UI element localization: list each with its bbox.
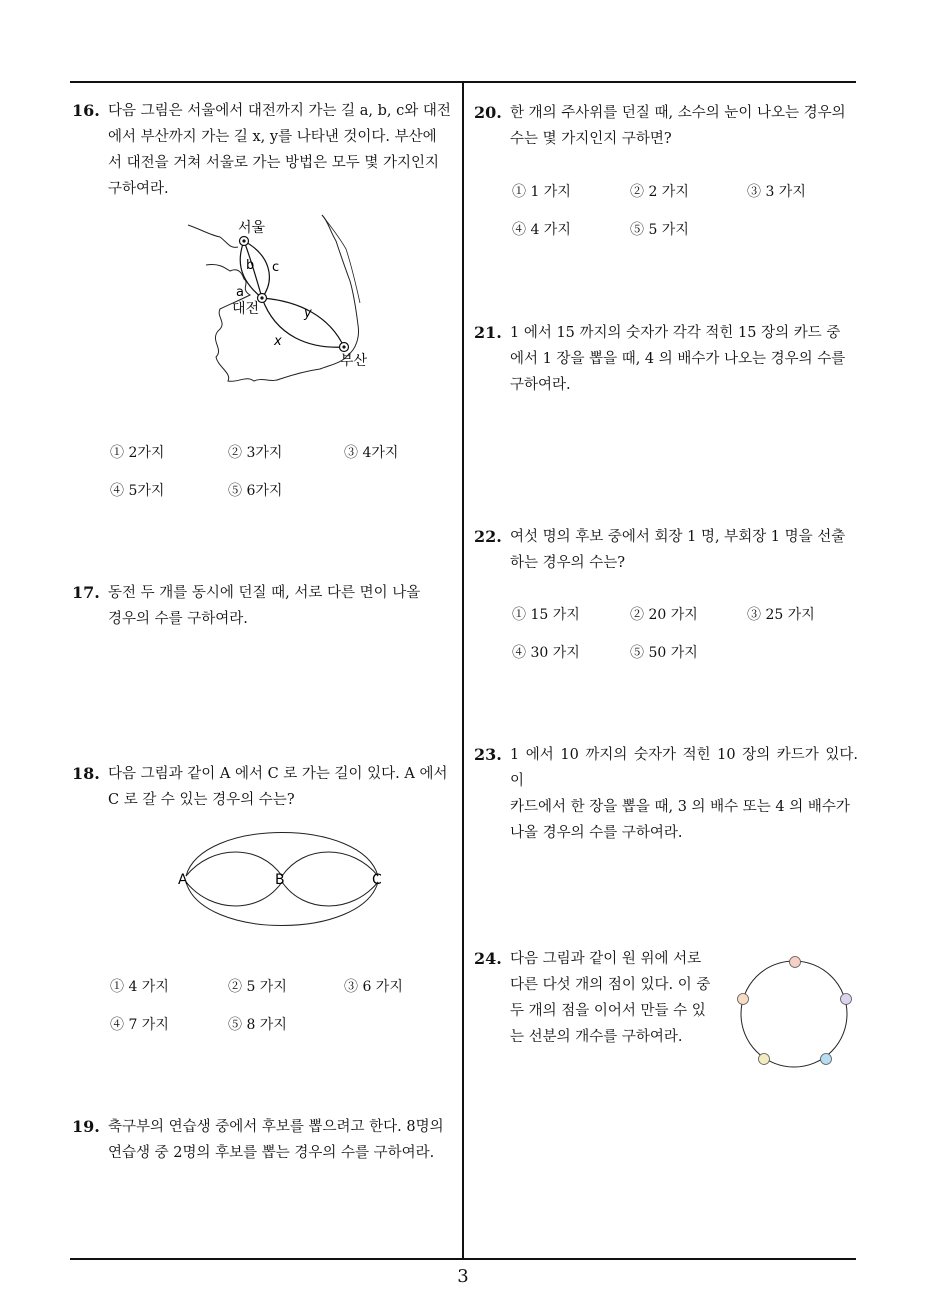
question-text-line: 나올 경우의 수를 구하여라.: [510, 825, 683, 841]
option-3[interactable]: ③ 6 가지: [344, 979, 403, 995]
label-B: B: [275, 872, 285, 888]
option-5[interactable]: ⑤ 8 가지: [228, 1017, 287, 1033]
question-18: [72, 761, 458, 813]
question-number: 17.: [72, 583, 100, 602]
question-number: 24.: [474, 949, 502, 968]
question-text-line: 카드에서 한 장을 뽑을 때, 3 의 배수 또는 4 의 배수가: [510, 799, 850, 815]
option-4[interactable]: ④ 4 가지: [512, 222, 571, 238]
question-number: 18.: [72, 764, 100, 783]
label-road-y: y: [304, 306, 312, 321]
question-text-line: 구하여라.: [510, 377, 571, 393]
question-16: [72, 98, 458, 202]
question-24: [474, 946, 724, 1050]
question-text-line: 수는 몇 가지인지 구하면?: [510, 131, 672, 147]
circle-point: [759, 1054, 770, 1065]
circle-figure: [732, 952, 856, 1076]
question-text-line: 두 개의 점을 이어서 만들 수 있: [510, 1003, 706, 1019]
option-1[interactable]: ① 1 가지: [512, 184, 571, 200]
question-number: 19.: [72, 1117, 100, 1136]
question-21: [474, 320, 858, 398]
question-text-line: 1 에서 10 까지의 숫자가 적힌 10 장의 카드가 있다. 이: [510, 747, 858, 789]
question-text-line: 구하여라.: [108, 181, 169, 197]
option-2[interactable]: ② 20 가지: [630, 607, 698, 623]
option-4[interactable]: ④ 7 가지: [110, 1017, 169, 1033]
question-text-line: 하는 경우의 수는?: [510, 555, 626, 571]
option-2[interactable]: ② 3가지: [228, 445, 283, 461]
option-5[interactable]: ⑤ 50 가지: [630, 645, 698, 661]
page-number: 3: [457, 1266, 469, 1287]
question-text-line: 한 개의 주사위를 던질 때, 소수의 눈이 나오는 경우의: [510, 105, 846, 121]
label-road-c: c: [272, 260, 280, 275]
question-number: 22.: [474, 527, 502, 546]
option-1[interactable]: ① 2가지: [110, 445, 165, 461]
question-text-line: 에서 1 장을 뽑을 때, 4 의 배수가 나오는 경우의 수를: [510, 351, 846, 367]
circle-point: [841, 994, 852, 1005]
question-text-line: 다른 다섯 개의 점이 있다. 이 중: [510, 977, 711, 993]
option-3[interactable]: ③ 25 가지: [747, 607, 815, 623]
question-22: [474, 524, 858, 576]
question-text-line: 1 에서 15 까지의 숫자가 각각 적힌 15 장의 카드 중: [510, 325, 841, 341]
option-3[interactable]: ③ 4가지: [344, 445, 399, 461]
label-road-b: b: [246, 258, 255, 273]
question-text-line: 서 대전을 거쳐 서울로 가는 방법은 모두 몇 가지인지: [108, 155, 440, 171]
option-4[interactable]: ④ 30 가지: [512, 645, 580, 661]
question-text-line: 여섯 명의 후보 중에서 회장 1 명, 부회장 1 명을 선출: [510, 529, 846, 545]
circle-point: [738, 994, 749, 1005]
question-19: [72, 1114, 458, 1166]
label-road-x: x: [274, 334, 282, 349]
question-17: [72, 580, 458, 632]
option-2[interactable]: ② 5 가지: [228, 979, 287, 995]
label-daejeon: 대전: [232, 301, 260, 317]
label-A: A: [178, 872, 188, 888]
map-figure: [180, 205, 380, 405]
option-3[interactable]: ③ 3 가지: [747, 184, 806, 200]
label-C: C: [372, 872, 382, 888]
label-road-a: a: [236, 285, 244, 300]
question-text-line: C 로 갈 수 있는 경우의 수는?: [108, 792, 295, 808]
question-text-line: 경우의 수를 구하여라.: [108, 611, 248, 627]
option-1[interactable]: ① 4 가지: [110, 979, 169, 995]
option-4[interactable]: ④ 5가지: [110, 483, 165, 499]
question-number: 16.: [72, 101, 100, 120]
question-text-line: 는 선분의 개수를 구하여라.: [510, 1029, 683, 1045]
bottom-rule: [70, 1258, 856, 1260]
question-text-line: 연습생 중 2명의 후보를 뽑는 경우의 수를 구하여라.: [108, 1145, 435, 1161]
question-23: [474, 742, 858, 846]
question-text-line: 축구부의 연습생 중에서 후보를 뽑으려고 한다. 8명의: [108, 1119, 444, 1135]
question-text-line: 다음 그림과 같이 A 에서 C 로 가는 길이 있다. A 에서: [108, 766, 448, 782]
question-number: 21.: [474, 323, 502, 342]
option-1[interactable]: ① 15 가지: [512, 607, 580, 623]
option-5[interactable]: ⑤ 6가지: [228, 483, 283, 499]
label-busan: 부산: [340, 353, 368, 369]
circle-point: [790, 957, 801, 968]
option-5[interactable]: ⑤ 5 가지: [630, 222, 689, 238]
question-20: [474, 100, 858, 152]
column-divider: [462, 82, 464, 1259]
question-text-line: 다음 그림은 서울에서 대전까지 가는 길 a, b, c와 대전: [108, 103, 451, 119]
path-figure: [172, 830, 392, 930]
question-text-line: 다음 그림과 같이 원 위에 서로: [510, 951, 702, 967]
question-text-line: 에서 부산까지 가는 길 x, y를 나타낸 것이다. 부산에: [108, 129, 437, 145]
option-2[interactable]: ② 2 가지: [630, 184, 689, 200]
circle-point: [821, 1054, 832, 1065]
question-number: 20.: [474, 103, 502, 122]
question-text-line: 동전 두 개를 동시에 던질 때, 서로 다른 면이 나올: [108, 585, 421, 601]
question-number: 23.: [474, 745, 502, 764]
label-seoul: 서울: [238, 220, 266, 236]
